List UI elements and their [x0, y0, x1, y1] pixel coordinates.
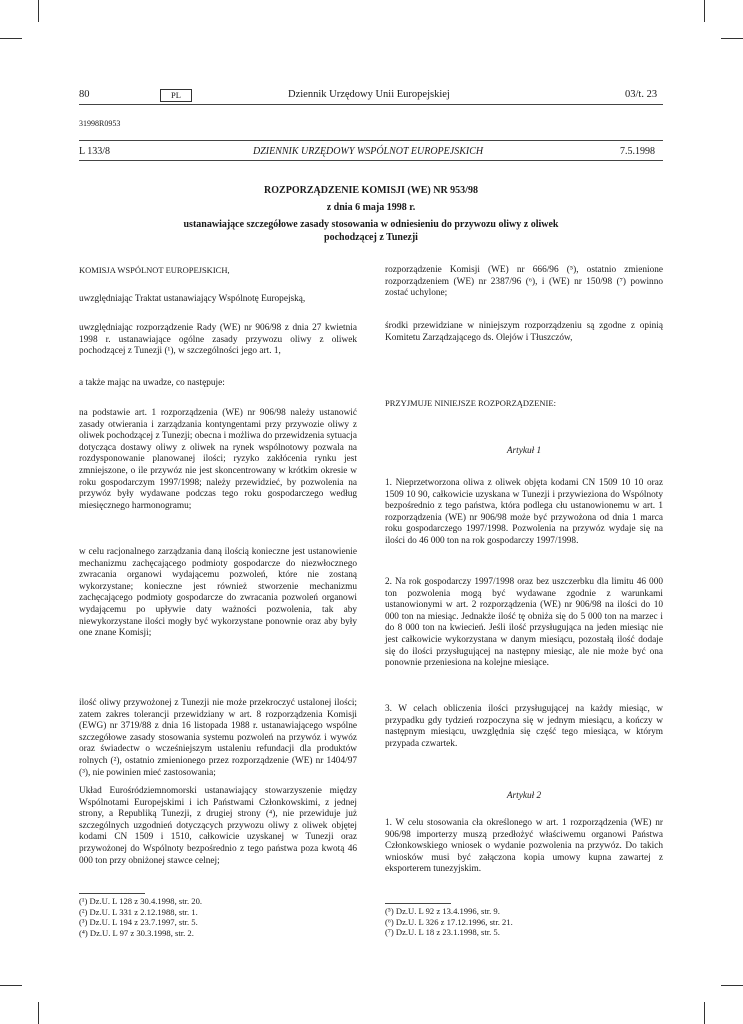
footnote-2: (²) Dz.U. L 331 z 2.12.1988, str. 1.: [79, 906, 198, 917]
article-1-paragraph-2: 2. Na rok gospodarczy 1997/1998 oraz bez uszczerbku dla limitu 46 000 ton pozwolenia mogą być wydawane zgodnie z warunkami ustanowionymi w art. 2 rozporządzenia (WE) nr 906/98 na ilości do 10 000 ton na miesiąc. Jednakże ilość tę obniża się do 5 000 ton na marzec i do 8 000 ton na kwiecień. Jeśli ilość przysługująca na jeden miesiąc nie jest całkowicie wykorzystana w danym miesiącu, pozostałą ilość dodaje się do ilości przysługującej na następny miesiąc, ale nie może być ona ponownie przeniesiona na kolejne miesiące.: [385, 577, 663, 669]
recital-treaty: uwzględniając Traktat ustanawiający Wspólnotę Europejską,: [79, 294, 306, 304]
article-1-paragraph-1: 1. Nieprzetworzona oliwa z oliwek objęta kodami CN 1509 10 10 oraz 1509 10 90, całkowicie uzyskana w Tunezji i przywieziona do Wspólnoty bezpośrednio z tego państwa, która podlega cłu ustanowionemu w art. 1 rozporządzenia (WE) nr 906/98 może być przywożona od dnia 1 marca roku gospodarczego 1997/1998. Pozwolenia na przywóz wydaje się na ilości do 46 000 ton na rok gospodarczy 1997/1998.: [385, 478, 663, 546]
recital-3: ilość oliwy przywożonej z Tunezji nie może przekroczyć ustalonej ilości; zatem zakres tolerancji przewidziany w art. 8 rozporządzenia Komisji (EWG) nr 3719/88 z dnia 16 listopada 1988 r. ustanawiającego wspólne szczegółowe zasady stosowania systemu pozwoleń na przywóz i wywóz oraz świadectw o wcześniejszym ustaleniu refundacji dla produktów rolnych (²), ostatnio zmienionego przez rozporządzenie (WE) nr 1404/97 (³), nie powinien mieć zastosowania;: [79, 698, 357, 778]
crop-mark: [38, 0, 39, 22]
footnote-4: (⁴) Dz.U. L 97 z 30.3.1998, str. 2.: [79, 927, 194, 938]
journal-reference: L 133/8: [79, 146, 111, 157]
crop-mark: [38, 1002, 39, 1024]
recital-2: w celu racjonalnego zarządzania daną ilością konieczne jest ustanowienie mechanizmu zachęcającego podmioty gospodarcze do niezwłocznego zwracania organowi wydającemu pozwoleń, które nie zostaną wykorzystane; konieczne jest również stworzenie mechanizmu zachęcającego podmioty gospodarcze do zwracania pozwoleń organowi wydającemu po upływie daty ważności pozwolenia, tak aby niewykorzystane ilości mogły być wykorzystane ponownie oraz aby były one znane Komisji;: [79, 547, 357, 639]
volume-label: 03/t. 23: [625, 89, 658, 100]
journal-bottom-rule: [79, 160, 663, 161]
recital-4: Układ Eurośródziemnomorski ustanawiający stowarzyszenie między Wspólnotami Europejskimi i ich Państwami Członkowskimi, z jednej strony, a Republiką Tunezji, z drugiej strony (⁴), nie przewiduje już szczególnych uzgodnień dotyczących przywozu oliwy z oliwek objętej kodami CN 1509 i 1510, całkowicie uzyskanej w Tunezji oraz przywożonej do Wspólnoty bezpośrednio z tego państwa poza kwotą 46 000 ton przy obniżonej stawce celnej;: [79, 786, 357, 866]
footnote-3: (³) Dz.U. L 194 z 23.7.1997, str. 5.: [79, 917, 198, 928]
header-rule: [79, 104, 663, 105]
crop-mark: [721, 985, 743, 986]
journal-name: DZIENNIK URZĘDOWY WSPÓLNOT EUROPEJSKICH: [253, 146, 484, 157]
page-number: 80: [79, 89, 90, 100]
enacting-formula: PRZYJMUJE NINIEJSZE ROZPORZĄDZENIE:: [385, 398, 556, 408]
footnote-rule-right: [385, 903, 451, 904]
footnotes-left: [79, 896, 202, 938]
regulation-subject: ustanawiające szczegółowe zasady stosowania w odniesieniu do przywozu oliwy z oliwek: [183, 219, 559, 230]
footnote-5: (⁵) Dz.U. L 92 z 13.4.1996, str. 9.: [385, 906, 500, 916]
crop-mark: [704, 0, 705, 22]
recital-1: na podstawie art. 1 rozporządzenia (WE) nr 906/98 należy ustanowić zasady otwierania i zarządzania kontyngentami przy przywozie oliwy z oliwek pochodzącej z Tunezji; obecna i możliwa do przewidzenia sytuacja dotycząca dostawy oliwy z oliwek na rynek wspólnotowy pozwala na rozdysponowanie planowanej ilości; ryzyko zakłócenia rynku jest zmniejszone, o ile przywóz nie jest skoncentrowany w krótkim okresie w roku gospodarczym 1997/1998; należy przewidzieć, by pozwolenia na przywóz były wydawane podczas tego roku gospodarczego według miesięcznego harmonogramu;: [79, 408, 357, 511]
commission-heading: KOMISJA WSPÓLNOT EUROPEJSKICH,: [79, 265, 230, 275]
journal-date: 7.5.1998: [620, 146, 655, 157]
regulation-title: ROZPORZĄDZENIE KOMISJI (WE) NR 953/98: [264, 185, 478, 196]
footnote-rule-left: [79, 893, 145, 894]
journal-title: Dziennik Urzędowy Unii Europejskiej: [288, 89, 450, 100]
crop-mark: [721, 38, 743, 39]
crop-mark: [0, 38, 22, 39]
crop-mark: [704, 1002, 705, 1024]
article-2-paragraph-1: 1. W celu stosowania cła określonego w art. 1 rozporządzenia (WE) nr 906/98 importerzy muszą przedłożyć właściwemu organowi Państwa Członkowskiego wniosek o wydanie pozwolenia na przywóz. Do takich wniosków musi być załączona kopia umowy kupna zawartej z eksporterem tunezyjskim.: [385, 818, 663, 875]
celex-number: 31998R0953: [79, 119, 121, 128]
article-1-paragraph-3: 3. W celach obliczenia ilości przysługującej na każdy miesiąc, w przypadku gdy tydzień rozpoczyna się w jednym miesiącu, a kończy w następnym miesiącu, uwzględnia się część tego miesiąca, w którym przypada czwartek.: [385, 704, 663, 749]
recital-6: środki przewidziane w niniejszym rozporządzeniu są zgodne z opinią Komitetu Zarządzającego ds. Olejów i Tłuszczów,: [385, 321, 663, 343]
footnote-1: (¹) Dz.U. L 128 z 30.4.1998, str. 20.: [79, 896, 203, 906]
footnote-6: (⁶) Dz.U. L 326 z 17.12.1996, str. 21.: [385, 916, 513, 927]
language-badge: PL: [160, 89, 192, 102]
footnotes-right: [385, 906, 513, 938]
footnote-7: (⁷) Dz.U. L 18 z 23.1.1998, str. 5.: [385, 927, 500, 938]
regulation-date: z dnia 6 maja 1998 r.: [326, 202, 416, 213]
regulation-subject-cont: pochodzącej z Tunezji: [324, 232, 418, 243]
article-1-heading: Artykuł 1: [506, 446, 542, 456]
recital-regulation: uwzględniając rozporządzenie Rady (WE) nr 906/98 z dnia 27 kwietnia 1998 r. ustanawiające ogólne zasady przywozu oliwy z oliwek pochodzącej z Tunezji (¹), w szczególności jego art. 1,: [79, 323, 357, 357]
recital-intro: a także mając na uwadze, co następuje:: [79, 378, 225, 388]
crop-mark: [0, 985, 22, 986]
recital-5: rozporządzenie Komisji (WE) nr 666/96 (⁵), ostatnio zmienione rozporządzeniem (WE) nr 2387/96 (⁶), i (WE) nr 150/98 (⁷) powinno zostać uchylone;: [385, 265, 663, 299]
article-2-heading: Artykuł 2: [506, 791, 542, 801]
journal-top-rule: [79, 140, 663, 141]
